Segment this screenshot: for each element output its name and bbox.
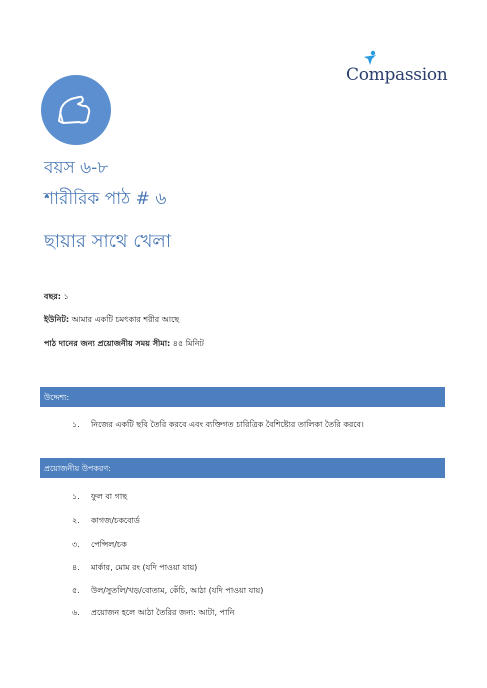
info-label: বছর: [44, 292, 61, 301]
list-item [72, 515, 140, 528]
item-number: ৫. [72, 586, 80, 595]
list-item [72, 607, 234, 620]
lesson-title: শারীরিক পাঠ # ৬ [44, 189, 167, 209]
item-text: মার্কার, মোম রং (যদি পাওয়া যায়) [91, 563, 198, 572]
info-unit [44, 314, 179, 327]
item-number: ২. [72, 516, 80, 525]
info-value: ৪৫ মিনিট [172, 339, 204, 348]
item-text: নিজের একটি ছবি তৈরি করবে এবং ব্যক্তিগত চারিত্রিক বৈশিষ্ট্যের তালিকা তৈরি করবে। [91, 420, 364, 429]
age-title: বয়স ৬-৮ [44, 158, 109, 178]
compassion-logo [346, 50, 456, 90]
item-number: ৪. [72, 563, 80, 572]
list-item [72, 585, 263, 598]
list-item [72, 539, 127, 552]
info-duration [44, 338, 204, 351]
item-text: প্রয়োজন হলে আঠা তৈরির জন্য: আটা, পানি [91, 608, 235, 617]
topic-title: ছায়ার সাথে খেলা [44, 231, 172, 252]
item-text: কাগজ/চকবোর্ড [91, 516, 140, 525]
compassion-figure-icon [362, 50, 378, 66]
list-item [72, 562, 197, 575]
item-text: ফুল বা গাছ [91, 492, 128, 501]
info-year [44, 291, 69, 304]
info-value: আমার একটি চমৎকার শরীর আছে [71, 315, 180, 324]
info-value: ১ [63, 292, 69, 301]
info-label: ইউনিট: [44, 315, 70, 324]
item-number: ১. [72, 420, 80, 429]
materials-header [40, 458, 445, 478]
section-heading: উদ্দেশ্য: [44, 393, 70, 402]
list-item [72, 491, 127, 504]
item-number: ১. [72, 492, 80, 501]
item-text: পেন্সিল/চক [91, 540, 127, 549]
logo-text: Compassion [346, 65, 448, 85]
info-label: পাঠ দানের জন্য প্রয়োজনীয় সময় সীমা: [44, 339, 171, 348]
item-number: ৩. [72, 540, 80, 549]
objectives-header [40, 387, 445, 407]
item-number: ৬. [72, 608, 80, 617]
flexed-arm-icon [41, 75, 111, 145]
list-item [72, 419, 364, 432]
section-heading: প্রয়োজনীয় উপকরণ: [44, 464, 111, 473]
item-text: উল/সুতলি/খড়/বোতাম, কেঁচি, আঠা (যদি পাওয়া যায়) [91, 586, 264, 595]
